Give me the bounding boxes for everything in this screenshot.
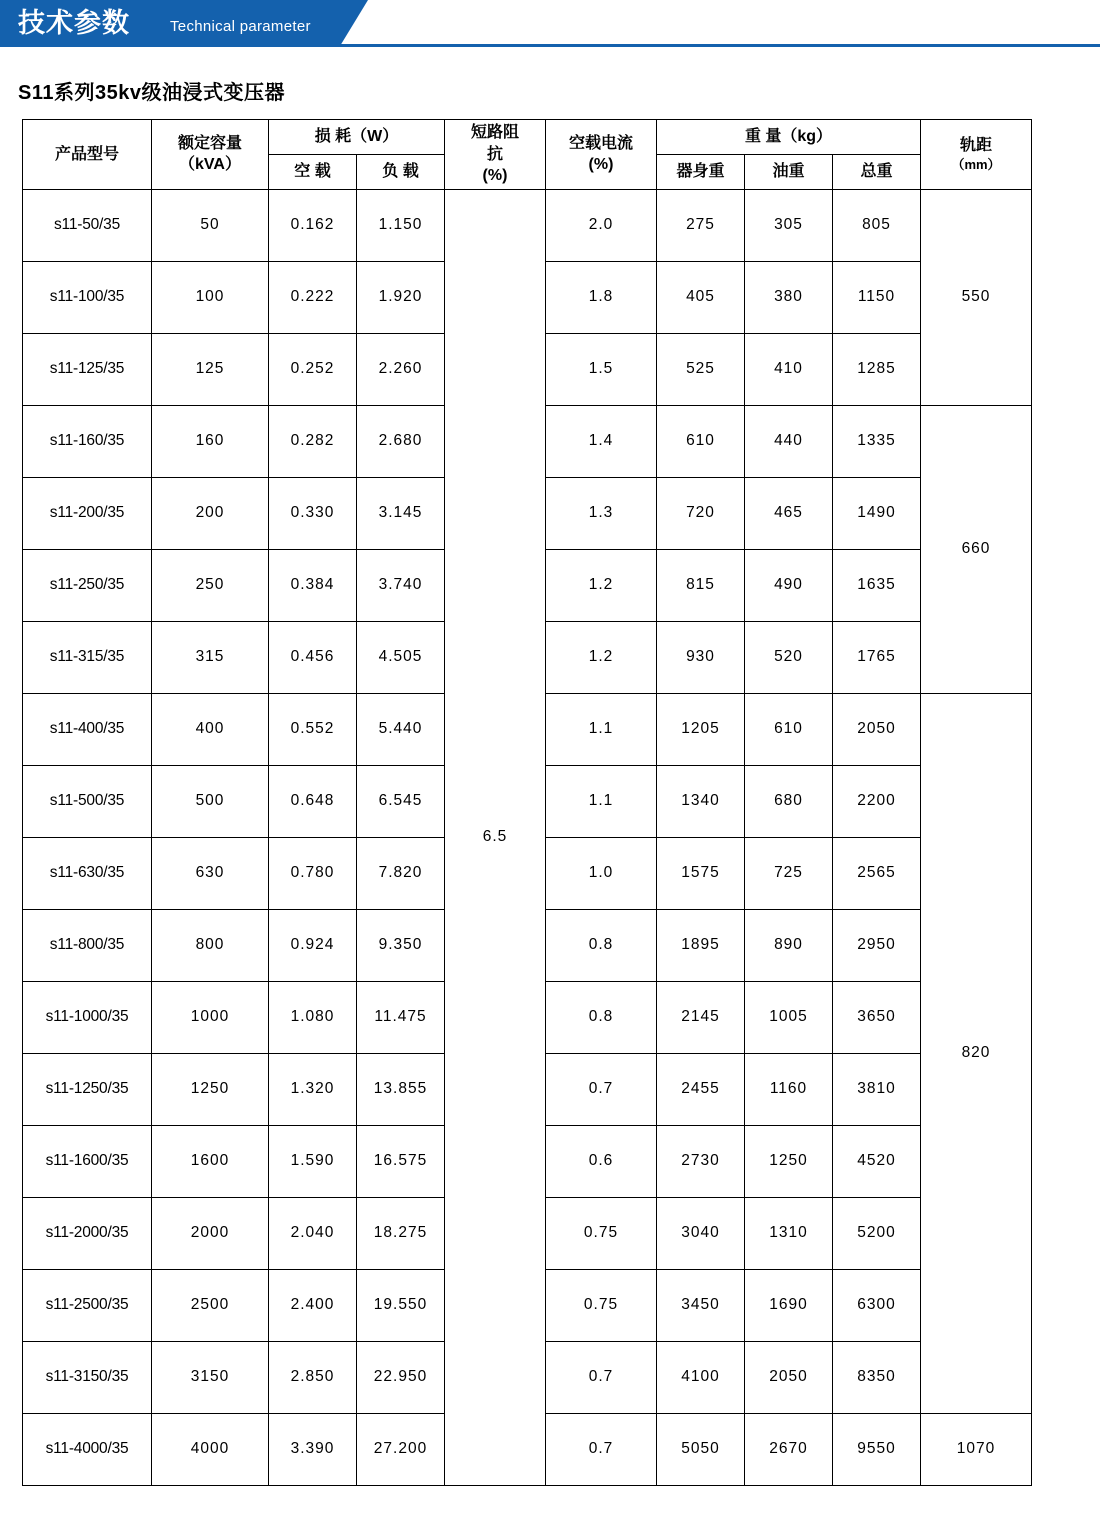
cell-weight-core: 405 (657, 261, 745, 333)
cell-noload-current: 0.75 (546, 1197, 657, 1269)
cell-noload-current: 1.5 (546, 333, 657, 405)
header-model: 产品型号 (23, 120, 152, 190)
cell-loss-load: 2.260 (357, 333, 445, 405)
cell-model: s11-400/35 (23, 693, 152, 765)
cell-loss-load: 19.550 (357, 1269, 445, 1341)
cell-weight-total: 1285 (833, 333, 921, 405)
cell-weight-total: 3810 (833, 1053, 921, 1125)
cell-weight-total: 9550 (833, 1413, 921, 1485)
cell-noload-current: 0.6 (546, 1125, 657, 1197)
table-header (23, 120, 1032, 190)
banner-title-en: Technical parameter (170, 18, 311, 35)
cell-loss-load: 18.275 (357, 1197, 445, 1269)
cell-weight-core: 525 (657, 333, 745, 405)
cell-loss-load: 7.820 (357, 837, 445, 909)
cell-noload-current: 0.7 (546, 1053, 657, 1125)
cell-model: s11-3150/35 (23, 1341, 152, 1413)
header-impedance-line1: 短路阻 (470, 124, 519, 141)
header-loss-load: 负 载 (357, 154, 445, 189)
cell-gauge: 550 (921, 189, 1032, 405)
cell-model: s11-160/35 (23, 405, 152, 477)
cell-weight-oil: 1310 (745, 1197, 833, 1269)
cell-weight-core: 2145 (657, 981, 745, 1053)
cell-weight-core: 3040 (657, 1197, 745, 1269)
cell-capacity: 1000 (152, 981, 269, 1053)
cell-loss-noload: 0.282 (269, 405, 357, 477)
cell-model: s11-200/35 (23, 477, 152, 549)
header-loss-group: 损 耗（W） (269, 120, 445, 155)
cell-model: s11-125/35 (23, 333, 152, 405)
header-weight-oil: 油重 (745, 154, 833, 189)
cell-weight-oil: 380 (745, 261, 833, 333)
cell-weight-oil: 490 (745, 549, 833, 621)
header-gauge-line1: 轨距 (959, 136, 992, 154)
cell-model: s11-2500/35 (23, 1269, 152, 1341)
cell-gauge: 820 (921, 693, 1032, 1413)
header-loss-noload: 空 载 (269, 154, 357, 189)
banner-title-cn: 技术参数 (18, 8, 130, 38)
header-impedance (445, 120, 546, 190)
cell-model: s11-500/35 (23, 765, 152, 837)
header-impedance-line2: 抗 (486, 145, 503, 163)
cell-loss-load: 1.150 (357, 189, 445, 261)
cell-capacity: 500 (152, 765, 269, 837)
cell-weight-core: 3450 (657, 1269, 745, 1341)
cell-capacity: 1250 (152, 1053, 269, 1125)
cell-weight-oil: 1005 (745, 981, 833, 1053)
cell-loss-load: 1.920 (357, 261, 445, 333)
cell-weight-core: 815 (657, 549, 745, 621)
cell-noload-current: 0.8 (546, 981, 657, 1053)
cell-model: s11-100/35 (23, 261, 152, 333)
cell-weight-oil: 680 (745, 765, 833, 837)
cell-loss-noload: 0.552 (269, 693, 357, 765)
cell-loss-noload: 1.320 (269, 1053, 357, 1125)
header-capacity-line1: 额定容量 (177, 134, 242, 152)
cell-weight-total: 1765 (833, 621, 921, 693)
cell-noload-current: 0.7 (546, 1341, 657, 1413)
cell-capacity: 800 (152, 909, 269, 981)
cell-weight-core: 5050 (657, 1413, 745, 1485)
cell-weight-core: 930 (657, 621, 745, 693)
cell-capacity: 50 (152, 189, 269, 261)
cell-gauge: 660 (921, 405, 1032, 693)
cell-weight-oil: 440 (745, 405, 833, 477)
cell-weight-total: 1335 (833, 405, 921, 477)
cell-weight-oil: 465 (745, 477, 833, 549)
cell-weight-oil: 2050 (745, 1341, 833, 1413)
cell-weight-total: 6300 (833, 1269, 921, 1341)
cell-model: s11-315/35 (23, 621, 152, 693)
header-current-line1: 空载电流 (568, 134, 633, 152)
cell-gauge: 1070 (921, 1413, 1032, 1485)
cell-model: s11-50/35 (23, 189, 152, 261)
cell-loss-noload: 0.222 (269, 261, 357, 333)
cell-loss-noload: 0.780 (269, 837, 357, 909)
header-capacity (152, 120, 269, 190)
cell-loss-load: 27.200 (357, 1413, 445, 1485)
cell-weight-oil: 1160 (745, 1053, 833, 1125)
cell-noload-current: 1.0 (546, 837, 657, 909)
cell-weight-oil: 890 (745, 909, 833, 981)
header-gauge-line2: （mm） (951, 157, 1001, 173)
cell-weight-total: 805 (833, 189, 921, 261)
cell-capacity: 100 (152, 261, 269, 333)
cell-loss-noload: 0.648 (269, 765, 357, 837)
cell-model: s11-2000/35 (23, 1197, 152, 1269)
cell-loss-load: 2.680 (357, 405, 445, 477)
cell-weight-oil: 520 (745, 621, 833, 693)
cell-loss-noload: 2.850 (269, 1341, 357, 1413)
cell-loss-load: 9.350 (357, 909, 445, 981)
cell-weight-core: 1340 (657, 765, 745, 837)
cell-noload-current: 1.8 (546, 261, 657, 333)
spec-table-container (22, 119, 1060, 1486)
cell-loss-load: 3.145 (357, 477, 445, 549)
cell-capacity: 250 (152, 549, 269, 621)
cell-loss-noload: 0.162 (269, 189, 357, 261)
cell-weight-core: 275 (657, 189, 745, 261)
cell-model: s11-630/35 (23, 837, 152, 909)
header-impedance-line3: (%) (482, 167, 508, 185)
cell-loss-load: 16.575 (357, 1125, 445, 1197)
cell-loss-noload: 0.456 (269, 621, 357, 693)
cell-capacity: 2000 (152, 1197, 269, 1269)
cell-noload-current: 1.4 (546, 405, 657, 477)
cell-noload-current: 0.7 (546, 1413, 657, 1485)
cell-weight-total: 1635 (833, 549, 921, 621)
cell-capacity: 400 (152, 693, 269, 765)
header-current-line2: (%) (588, 156, 614, 174)
cell-model: s11-1600/35 (23, 1125, 152, 1197)
table-row (23, 189, 1032, 261)
cell-loss-noload: 0.924 (269, 909, 357, 981)
section-banner (0, 0, 1100, 56)
cell-weight-core: 1575 (657, 837, 745, 909)
cell-capacity: 200 (152, 477, 269, 549)
page-title: S11系列35kv级油浸式变压器 (18, 82, 285, 104)
cell-weight-total: 3650 (833, 981, 921, 1053)
cell-weight-core: 4100 (657, 1341, 745, 1413)
cell-loss-noload: 0.330 (269, 477, 357, 549)
specification-table (22, 119, 1032, 1486)
cell-noload-current: 1.1 (546, 765, 657, 837)
cell-capacity: 3150 (152, 1341, 269, 1413)
cell-impedance: 6.5 (445, 189, 546, 1485)
cell-capacity: 315 (152, 621, 269, 693)
cell-model: s11-1250/35 (23, 1053, 152, 1125)
cell-loss-load: 22.950 (357, 1341, 445, 1413)
header-noload-current (546, 120, 657, 190)
cell-loss-load: 4.505 (357, 621, 445, 693)
cell-weight-total: 4520 (833, 1125, 921, 1197)
cell-weight-total: 2200 (833, 765, 921, 837)
cell-loss-noload: 2.040 (269, 1197, 357, 1269)
cell-loss-noload: 1.590 (269, 1125, 357, 1197)
cell-noload-current: 0.75 (546, 1269, 657, 1341)
cell-loss-noload: 3.390 (269, 1413, 357, 1485)
cell-weight-total: 2565 (833, 837, 921, 909)
cell-noload-current: 1.2 (546, 549, 657, 621)
cell-weight-oil: 305 (745, 189, 833, 261)
banner-arrow-shape (340, 0, 368, 46)
cell-noload-current: 1.1 (546, 693, 657, 765)
cell-capacity: 1600 (152, 1125, 269, 1197)
cell-weight-oil: 725 (745, 837, 833, 909)
cell-weight-core: 2730 (657, 1125, 745, 1197)
cell-weight-total: 2950 (833, 909, 921, 981)
table-body (23, 189, 1032, 1485)
cell-weight-oil: 2670 (745, 1413, 833, 1485)
cell-loss-noload: 1.080 (269, 981, 357, 1053)
cell-weight-total: 1150 (833, 261, 921, 333)
cell-weight-core: 1205 (657, 693, 745, 765)
cell-noload-current: 1.3 (546, 477, 657, 549)
banner-underline (0, 44, 1100, 47)
cell-model: s11-1000/35 (23, 981, 152, 1053)
cell-weight-oil: 410 (745, 333, 833, 405)
cell-capacity: 630 (152, 837, 269, 909)
cell-loss-noload: 0.384 (269, 549, 357, 621)
cell-weight-oil: 1250 (745, 1125, 833, 1197)
cell-weight-oil: 1690 (745, 1269, 833, 1341)
cell-weight-total: 8350 (833, 1341, 921, 1413)
table-header-row-1 (23, 120, 1032, 155)
cell-capacity: 125 (152, 333, 269, 405)
cell-weight-oil: 610 (745, 693, 833, 765)
header-weight-group: 重 量（kg） (657, 120, 921, 155)
cell-weight-core: 2455 (657, 1053, 745, 1125)
cell-loss-noload: 2.400 (269, 1269, 357, 1341)
cell-model: s11-800/35 (23, 909, 152, 981)
cell-noload-current: 1.2 (546, 621, 657, 693)
cell-noload-current: 2.0 (546, 189, 657, 261)
header-gauge (921, 120, 1032, 190)
cell-loss-load: 6.545 (357, 765, 445, 837)
cell-capacity: 4000 (152, 1413, 269, 1485)
cell-capacity: 2500 (152, 1269, 269, 1341)
cell-weight-core: 1895 (657, 909, 745, 981)
cell-noload-current: 0.8 (546, 909, 657, 981)
cell-weight-total: 2050 (833, 693, 921, 765)
cell-weight-core: 720 (657, 477, 745, 549)
cell-loss-load: 3.740 (357, 549, 445, 621)
header-weight-total: 总重 (833, 154, 921, 189)
header-capacity-line2: （kVA） (179, 156, 241, 174)
cell-weight-total: 5200 (833, 1197, 921, 1269)
cell-loss-load: 11.475 (357, 981, 445, 1053)
cell-model: s11-250/35 (23, 549, 152, 621)
header-weight-core: 器身重 (657, 154, 745, 189)
cell-model: s11-4000/35 (23, 1413, 152, 1485)
cell-loss-load: 5.440 (357, 693, 445, 765)
cell-loss-load: 13.855 (357, 1053, 445, 1125)
cell-loss-noload: 0.252 (269, 333, 357, 405)
cell-weight-total: 1490 (833, 477, 921, 549)
cell-weight-core: 610 (657, 405, 745, 477)
cell-capacity: 160 (152, 405, 269, 477)
